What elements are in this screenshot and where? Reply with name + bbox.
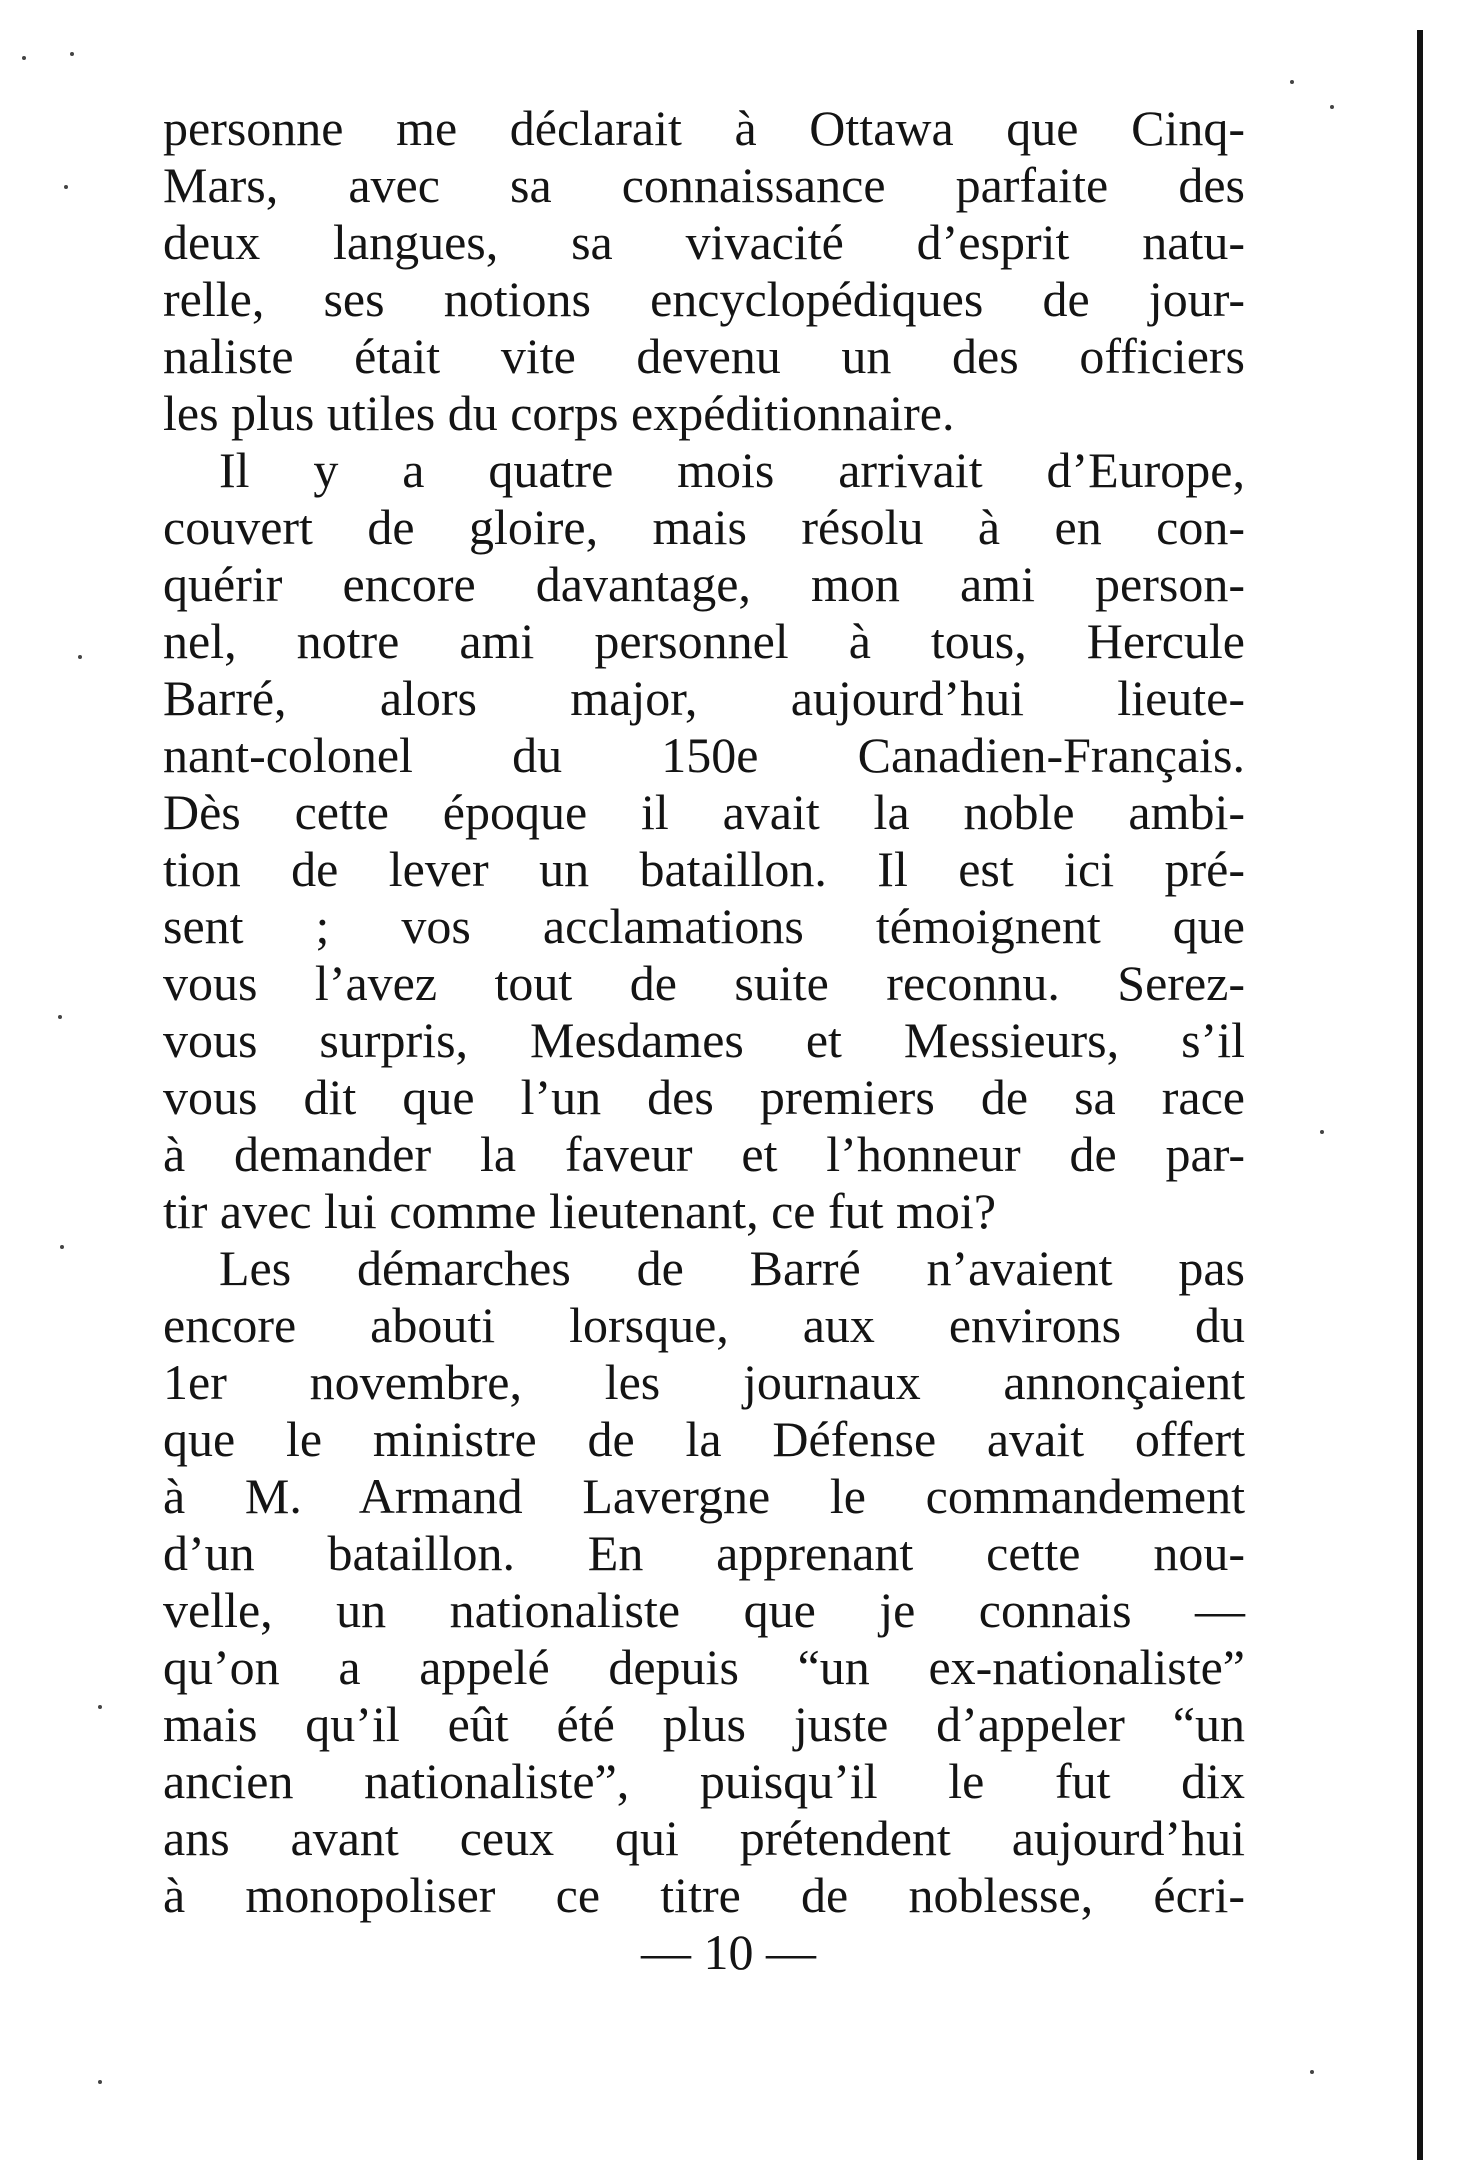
text-line: personne me déclarait à Ottawa que Cinq-	[163, 100, 1245, 156]
scan-speck	[60, 1245, 64, 1249]
text-line: Mars, avec sa connaissance parfaite des	[163, 157, 1245, 213]
text-line: à M. Armand Lavergne le commandement	[163, 1468, 1245, 1524]
text-line: vous l’avez tout de suite reconnu. Serez-	[163, 955, 1245, 1011]
text-line: tir avec lui comme lieutenant, ce fut moi?	[163, 1183, 997, 1239]
text-line: couvert de gloire, mais résolu à en con-	[163, 499, 1245, 555]
text-line: nant-colonel du 150e Canadien-Français.	[163, 727, 1245, 783]
text-line: vous dit que l’un des premiers de sa race	[163, 1069, 1245, 1125]
scan-speck	[1310, 2070, 1314, 2074]
scan-speck	[1320, 1130, 1324, 1134]
text-line: ancien nationaliste”, puisqu’il le fut dix	[163, 1753, 1245, 1809]
text-line: Dès cette époque il avait la noble ambi-	[163, 784, 1245, 840]
scan-speck	[98, 2080, 102, 2084]
text-line: ans avant ceux qui prétendent aujourd’hui	[163, 1810, 1245, 1866]
scan-speck	[1330, 105, 1334, 109]
text-line: deux langues, sa vivacité d’esprit natu-	[163, 214, 1245, 270]
text-line: qu’on a appelé depuis “un ex-nationaliste”	[163, 1639, 1245, 1695]
text-line: tion de lever un bataillon. Il est ici pré-	[163, 841, 1245, 897]
text-line: Les démarches de Barré n’avaient pas	[219, 1240, 1245, 1296]
text-line: Barré, alors major, aujourd’hui lieute-	[163, 670, 1245, 726]
text-line: mais qu’il eût été plus juste d’appeler “un	[163, 1696, 1245, 1752]
text-line: les plus utiles du corps expéditionnaire.	[163, 385, 955, 441]
text-line: que le ministre de la Défense avait offert	[163, 1411, 1245, 1467]
scan-speck	[22, 56, 26, 60]
page-number: — 10 —	[641, 1924, 816, 1980]
scan-speck	[1290, 80, 1294, 84]
text-line: encore abouti lorsque, aux environs du	[163, 1297, 1245, 1353]
text-line: Il y a quatre mois arrivait d’Europe,	[219, 442, 1245, 498]
scan-speck	[98, 1705, 102, 1709]
scan-speck	[70, 52, 74, 56]
text-line: naliste était vite devenu un des officiers	[163, 328, 1245, 384]
text-line: d’un bataillon. En apprenant cette nou-	[163, 1525, 1245, 1581]
text-line: quérir encore davantage, mon ami person-	[163, 556, 1245, 612]
text-line: nel, notre ami personnel à tous, Hercule	[163, 613, 1245, 669]
text-line: à demander la faveur et l’honneur de par-	[163, 1126, 1245, 1182]
scan-speck	[78, 655, 82, 659]
text-line: à monopoliser ce titre de noblesse, écri-	[163, 1867, 1245, 1923]
scan-speck	[58, 1015, 62, 1019]
scan-speck	[64, 185, 68, 189]
gutter-shadow-line	[1417, 30, 1423, 2160]
text-line: velle, un nationaliste que je connais —	[163, 1582, 1245, 1638]
text-line: relle, ses notions encyclopédiques de jour-	[163, 271, 1245, 327]
text-line: vous surpris, Mesdames et Messieurs, s’il	[163, 1012, 1245, 1068]
text-line: sent ; vos acclamations témoignent que	[163, 898, 1245, 954]
body-text	[163, 100, 1245, 1924]
text-line: 1er novembre, les journaux annonçaient	[163, 1354, 1245, 1410]
